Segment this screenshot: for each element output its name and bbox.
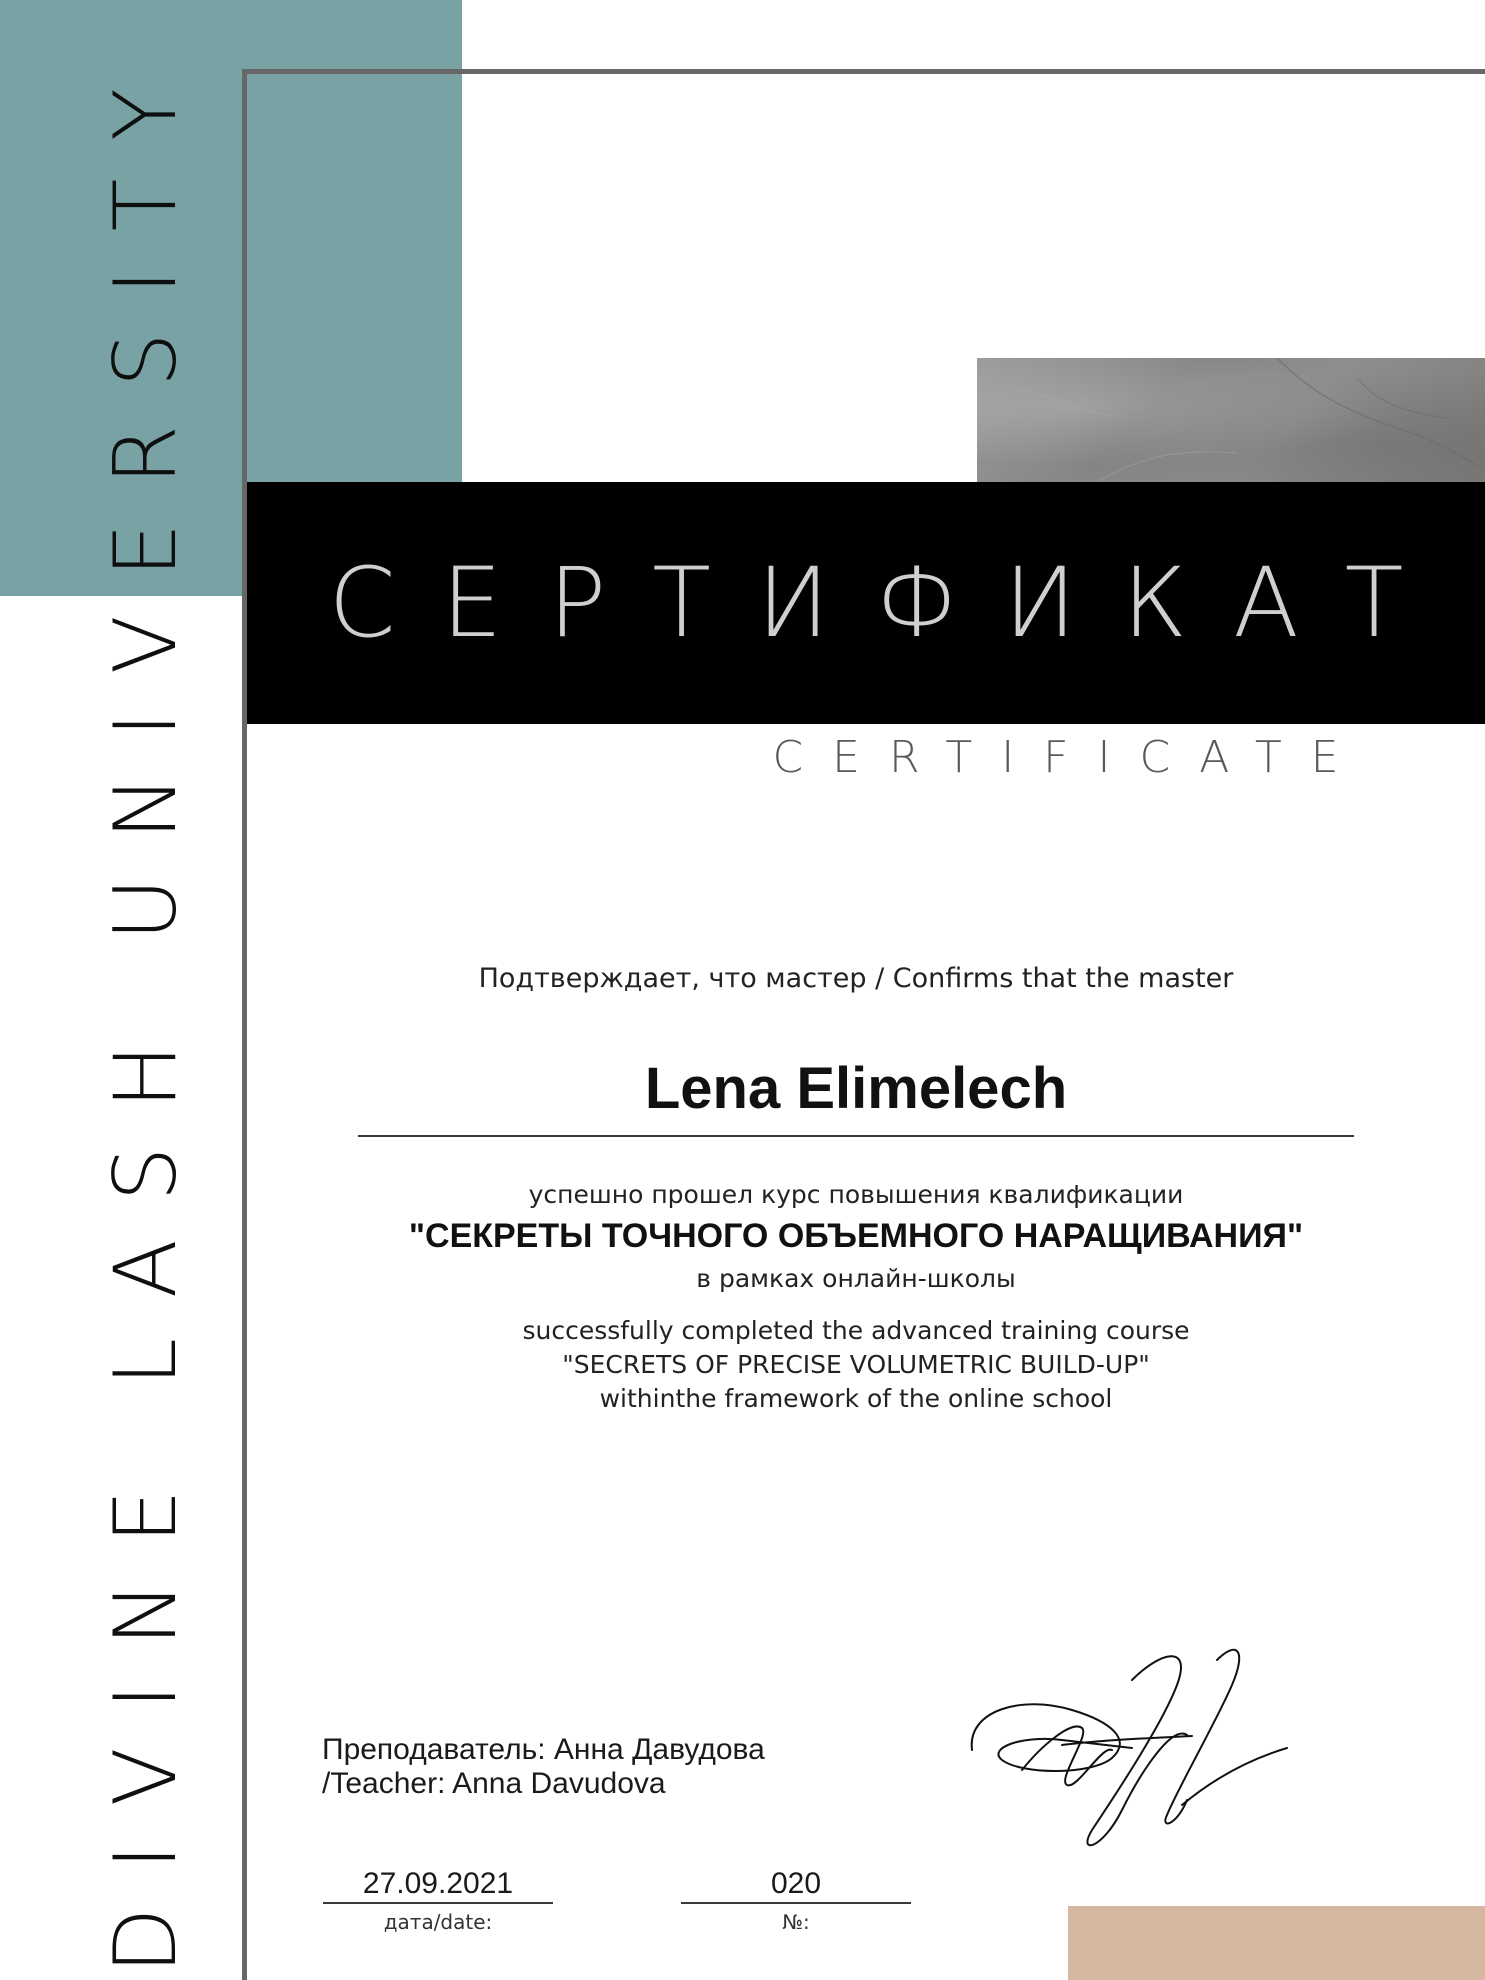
- framework-text-ru: в рамках онлайн-школы: [696, 1264, 1016, 1293]
- certificate-title-en: CERTIFICATE: [772, 732, 1368, 783]
- teacher-name-ru: Преподаватель: Анна Давудова: [322, 1733, 765, 1766]
- course-title-en: "SECRETS OF PRECISE VOLUMETRIC BUILD-UP": [562, 1350, 1150, 1379]
- completed-text-en: successfully completed the advanced training course: [522, 1316, 1190, 1345]
- course-title-ru: "СЕКРЕТЫ ТОЧНОГО ОБЪЕМНОГО НАРАЩИВАНИЯ": [408, 1217, 1304, 1255]
- date-underline: [323, 1902, 553, 1904]
- tan-accent-block: [1068, 1906, 1485, 1980]
- certificate-number-value: 020: [770, 1867, 822, 1900]
- teacher-signature: [962, 1640, 1292, 1860]
- frame-top-line: [242, 69, 1485, 74]
- teacher-name-en: /Teacher: Anna Davudova: [322, 1767, 666, 1800]
- date-label: дата/date:: [383, 1910, 493, 1934]
- frame-left-line: [242, 69, 247, 1980]
- date-value: 27.09.2021: [362, 1867, 514, 1900]
- number-underline: [681, 1902, 911, 1904]
- certificate-number-label: №:: [782, 1910, 810, 1934]
- certificate-title-ru: СЕРТИФИКАТ: [328, 547, 1450, 659]
- framework-text-en: withinthe framework of the online school: [599, 1384, 1113, 1413]
- marble-texture-block: [977, 358, 1485, 482]
- confirms-text: Подтверждает, что мастер / Confirms that the master: [478, 963, 1234, 994]
- completed-text-ru: успешно прошел курс повышения квалификации: [528, 1180, 1184, 1209]
- name-underline: [358, 1135, 1354, 1137]
- brand-vertical-text: DIVINE LASH UNIVERSITY: [96, 50, 196, 1974]
- recipient-name: Lena Elimelech: [644, 1056, 1068, 1121]
